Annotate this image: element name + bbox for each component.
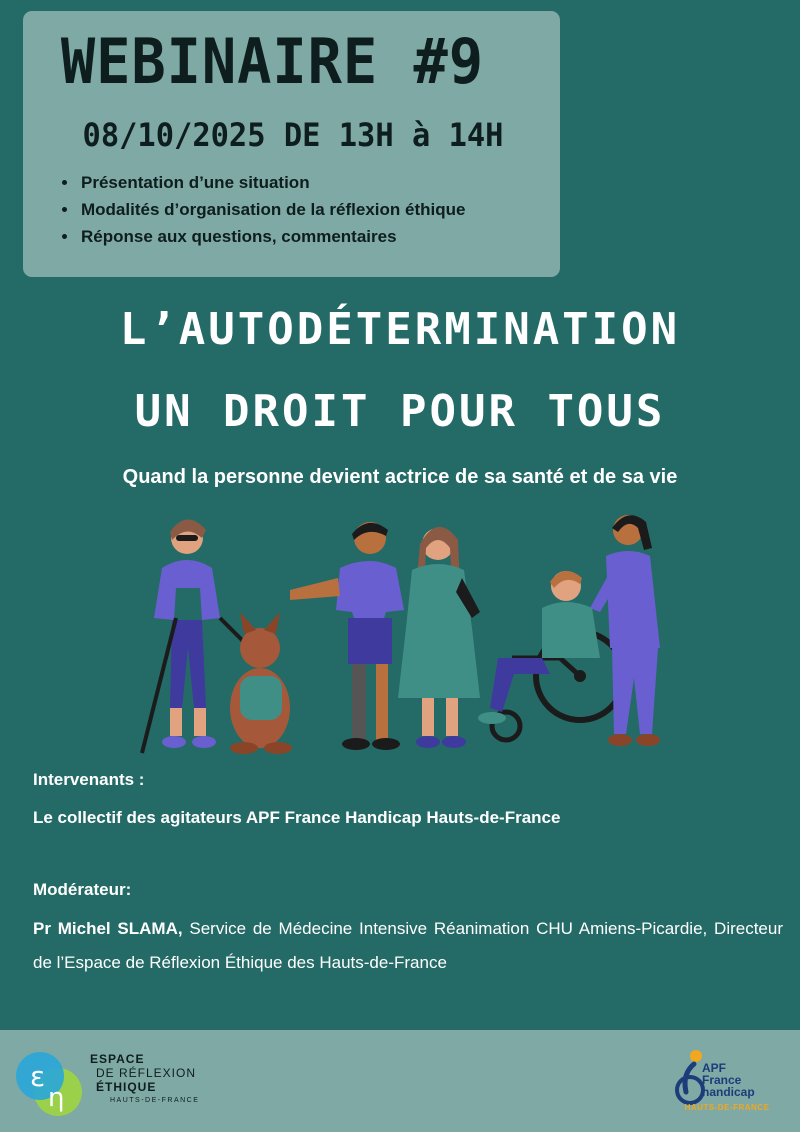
agenda-item: • Modalités d’organisation de la réflexion éthique (79, 196, 465, 223)
subtitle: Quand la personne devient actrice de sa santé et de sa vie (122, 466, 678, 488)
moderator-name: Pr Michel SLAMA, (33, 919, 183, 938)
speakers-heading: Intervenants : (33, 770, 145, 789)
agenda-item: • Réponse aux questions, commentaires (79, 223, 465, 250)
apf-logo-line2: France (702, 1073, 742, 1087)
apf-logo-text (702, 1062, 755, 1098)
apf-logo-line1: APF (702, 1061, 726, 1075)
agenda-list (59, 169, 465, 250)
moderator-text (33, 912, 783, 980)
moderator-heading: Modérateur: (33, 880, 132, 899)
ere-logo-line3: ÉTHIQUE (96, 1080, 157, 1094)
man-prosthetic-figure (290, 522, 404, 750)
svg-text:ε: ε (30, 1060, 46, 1093)
webinaire-title: WEBINAIRE #9 (60, 25, 484, 98)
apf-logo-line3: handicap (702, 1085, 755, 1099)
moderator-description: Service de Médecine Intensive Réanimation CHU Amiens-Picardie, Directeur de l’Espace de Réflexion Éthique des Hauts-de-France (33, 919, 783, 972)
agenda-item: • Présentation d’une situation (79, 169, 465, 196)
ere-logo-line2: DE RÉFLEXION (96, 1066, 197, 1080)
woman-prosthetic-arm-figure (398, 527, 480, 748)
people-illustration (140, 508, 680, 758)
caregiver-woman-figure (590, 515, 660, 746)
ere-logo-line4: HAUTS-DE-FRANCE (110, 1097, 200, 1104)
main-title-line2: UN DROIT POUR TOUS (134, 386, 666, 437)
speakers-text: Le collectif des agitateurs APF France Handicap Hauts-de-France (33, 808, 561, 827)
ere-logo-line1: ESPACE (90, 1052, 145, 1066)
footer (0, 1030, 800, 1132)
guide-dog-figure (230, 612, 292, 754)
apf-logo-region: HAUTS-DE-FRANCE (684, 1103, 770, 1112)
header-box (23, 11, 560, 277)
svg-text:η: η (48, 1083, 65, 1113)
main-title-line1: L’AUTODÉTERMINATION (119, 304, 681, 355)
ere-logo-text (90, 1052, 199, 1108)
ere-logo-icon (14, 1044, 82, 1120)
webinaire-date: 08/10/2025 DE 13H à 14H (82, 116, 504, 154)
